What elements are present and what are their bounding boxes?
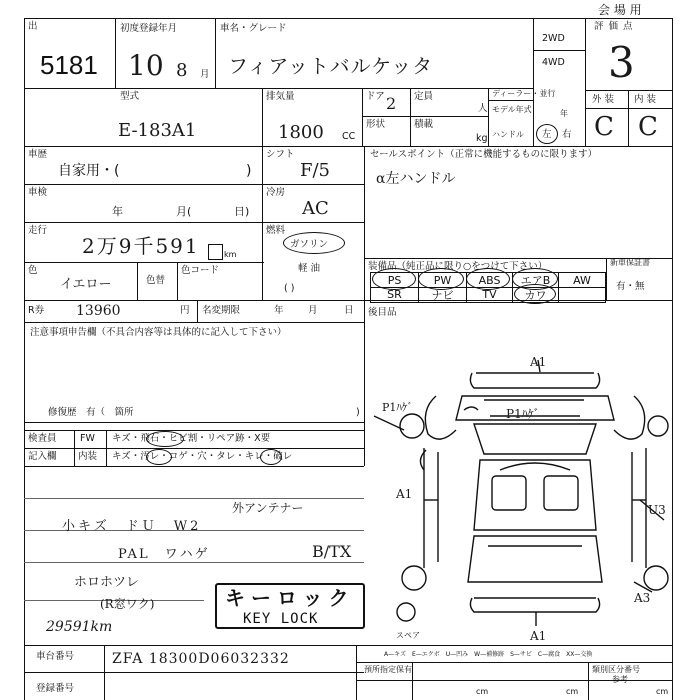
handwritten-note-5: ホロホツレ (74, 575, 140, 590)
equipment-label: 装備品（純正品に限り○をつけて下さい） (368, 261, 548, 272)
notes-label: 注意事項申告欄（不具合内容等は具体的に記入して下さい） (30, 327, 287, 338)
eq-navi: ナビ (419, 287, 467, 302)
diagram-front-left-label: P1ﾊｹﾞ (382, 401, 413, 414)
fuel-diesel: 軽 油 (298, 263, 321, 274)
month-unit: 月 (200, 69, 210, 80)
eq-airbag: エアB (513, 273, 559, 287)
exterior-grade: C (594, 112, 614, 142)
mileage-value: 2万9千591 (82, 234, 200, 258)
class-number-label: 類別区分番号 (592, 665, 640, 674)
fw-label: FW (80, 433, 95, 444)
fw-text: キズ・飛石・ヒビ割・リペア跡・X要 (112, 433, 271, 444)
exterior-label: 外 装 (592, 94, 615, 105)
displacement-label: 排気量 (266, 91, 295, 102)
key-lock-stamp (215, 583, 365, 629)
eq-pw: PW (419, 273, 467, 287)
inspector-label-1: 検査員 (28, 433, 57, 444)
door-label: ドア (366, 91, 385, 102)
model-year-label: モデル年式 (492, 105, 532, 114)
name-change-day: 日 (344, 305, 354, 316)
fuel-other: ( ) (284, 283, 295, 294)
right-border (672, 18, 673, 700)
color-label: 色 (28, 265, 38, 276)
handwritten-note-7: 29591km (46, 619, 113, 635)
warranty-options: 有・無 (616, 281, 645, 292)
car-name-label: 車名・グレード (220, 23, 287, 34)
eq-ps: PS (371, 273, 419, 287)
model-label: 型式 (120, 91, 140, 102)
chassis-label: 車台番号 (36, 651, 75, 662)
displacement-value: 1800 (278, 122, 324, 143)
eq-tv: TV (467, 287, 513, 302)
name-change-year: 年 (274, 305, 284, 316)
eq-abs: ABS (467, 273, 513, 287)
warranty-label: 新車保証書 (610, 258, 650, 267)
km-unit: km (224, 250, 237, 259)
shift-value: F/5 (300, 160, 331, 181)
color-change-label: 色替 (146, 275, 166, 286)
use-label: 車歴 (28, 149, 48, 160)
sales-point-label: セールスポイント（正常に機能するものに限ります） (370, 149, 598, 160)
interior-grade: C (638, 112, 658, 142)
use-value: 自家用・( (58, 163, 120, 179)
eq-sr: SR (371, 287, 419, 302)
cm-unit-2: cm (566, 687, 579, 696)
cm-unit-3: cm (656, 687, 669, 696)
car-damage-diagram (364, 300, 672, 645)
eq-leather: カワ (513, 287, 559, 302)
handle-right: 右 (562, 129, 572, 140)
shape-label: 形状 (366, 119, 386, 130)
yen-unit: 円 (180, 305, 190, 316)
cc-unit: CC (342, 131, 356, 142)
name-change-month: 月 (308, 305, 318, 316)
corner-mark: 出 (28, 21, 38, 32)
damage-legend: A—キズ E—エクボ U—凹み W—補修跡 S—サビ C—腐食 XX—交換 (384, 651, 593, 658)
diagram-rear-right-label: A3 (634, 591, 651, 605)
hanko-label: 預所指定保有 (364, 665, 412, 674)
person-unit: 人 (478, 103, 488, 114)
top-border (24, 18, 672, 19)
reference-label: 参考 (612, 675, 628, 684)
use-close: ) (246, 163, 252, 179)
handwritten-note-3: PAL ワハゲ (118, 547, 210, 562)
door-value: 2 (386, 94, 397, 113)
first-reg-month: 8 (176, 60, 188, 81)
recycle-value: 13960 (76, 303, 121, 319)
fuel-label: 燃料 (266, 225, 286, 236)
fuel-gasoline: ガソリン (290, 239, 329, 250)
lot-number: 5181 (40, 50, 98, 80)
car-name: フィアットバルケッタ (228, 54, 434, 78)
diagram-top-label: A1 (530, 355, 547, 369)
repair-history: 修復歴 有（ 箇所 (48, 407, 134, 418)
spare-label: スペア (396, 631, 420, 640)
first-reg-label: 初度登録年月 (120, 23, 178, 34)
capacity-label: 定員 (414, 91, 434, 102)
name-change-label: 名変期限 (202, 305, 241, 316)
handle-left: 左 (542, 129, 552, 140)
venue-label: 会 場 用 (598, 3, 642, 17)
score-label: 評 価 点 (594, 21, 634, 32)
diagram-right-label: U3 (648, 503, 666, 517)
handwritten-note-4: B/TX (312, 542, 352, 561)
handwritten-note-2: 小キズ ドＵ W2 (62, 519, 202, 534)
registration-label: 登録番号 (36, 683, 75, 694)
color-code-label: 色コード (181, 265, 220, 276)
key-lock-jp: キーロック (225, 586, 355, 610)
year-unit: 年 (560, 109, 568, 118)
chassis-value: ZFA 18300D06032332 (112, 651, 290, 667)
handle-left-circle (536, 124, 558, 144)
handwritten-note-1: 外アンテナー (232, 501, 304, 515)
color-value: イエロー (60, 277, 112, 292)
repair-close: ) (356, 407, 360, 418)
kg-unit: kg (476, 133, 488, 144)
sales-point-value: α左ハンドル (376, 171, 456, 187)
handwritten-note-6: (R窓ワク) (100, 597, 155, 611)
left-border (24, 18, 25, 700)
interior-insp-text: キズ・汚レ・コゲ・穴・タレ・キレ・破レ (112, 451, 293, 462)
fuel-gasoline-circle (283, 232, 345, 254)
handle-label: ハンドル (492, 130, 524, 139)
score-value: 3 (608, 38, 635, 87)
diagram-bottom-label: A1 (530, 629, 547, 643)
cooler-label: 冷房 (266, 187, 286, 198)
model-value: E-183A1 (118, 120, 197, 141)
mileage-label: 走行 (28, 225, 48, 236)
interior-insp-label: 内装 (78, 451, 98, 462)
interior-label: 内 装 (634, 94, 657, 105)
inspection-year: 年 (112, 205, 123, 218)
inspection-month: 月( (176, 205, 192, 218)
inspection-day: 日) (234, 205, 250, 218)
cm-unit-1: cm (476, 687, 489, 696)
inspection-label: 車検 (28, 187, 48, 198)
inspector-label-2: 記入欄 (28, 451, 57, 462)
drive-2wd: 2WD (542, 33, 565, 44)
back-seat-label: 後目品 (368, 307, 397, 318)
cooler-value: AC (302, 198, 329, 219)
eq-aw: AW (573, 273, 591, 287)
load-label: 積載 (414, 119, 434, 130)
recycle-label: R券 (28, 305, 45, 316)
shift-label: シフト (266, 149, 295, 160)
dealer-label: ディーラー・並行 (492, 89, 556, 98)
drive-4wd: 4WD (542, 57, 565, 68)
diagram-front-center-label: P1ﾊｹﾞ (506, 407, 540, 421)
diagram-left-label: A1 (396, 487, 413, 501)
first-reg-year: 10 (128, 49, 164, 82)
key-lock-en: KEY LOCK (243, 611, 319, 627)
